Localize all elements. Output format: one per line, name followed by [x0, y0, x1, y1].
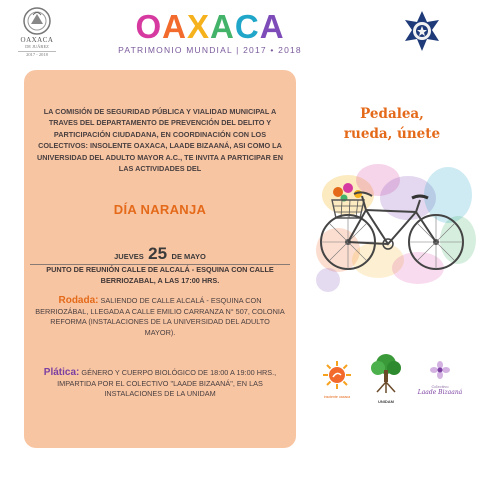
platica-section	[34, 368, 286, 400]
brand-letter: A	[210, 8, 235, 45]
unidam-logo	[368, 352, 404, 404]
logo-city-name: OAXACA	[20, 36, 54, 44]
slogan	[322, 104, 462, 144]
platica-label: Plática:	[43, 367, 80, 378]
laade-caption-1: Colectivo	[431, 385, 449, 389]
brand-letter: A	[259, 8, 285, 45]
flower-icon	[429, 360, 451, 380]
laade-caption-2: Laade Bizaaná	[417, 389, 463, 396]
brand-wordmark	[118, 10, 302, 44]
date-number: 25	[148, 244, 168, 263]
rodada-text: SALIENDO DE CALLE ALCALÁ - ESQUINA CON BERRIOZÁBAL, LLEGADA A CALLE EMILIO CARRANZA N° 507, COLONIA REFORMA (INSTALACIONES DE LA UNIVERSIDAD DEL ADULTO MAYOR).	[35, 296, 285, 337]
laade-bizaana-logo	[412, 360, 468, 396]
oaxaca-city-logo	[8, 6, 66, 58]
logo-city-sub: DE JUÁREZ	[25, 44, 49, 49]
brand-letter: C	[234, 8, 260, 45]
invitation-text: LA COMISIÓN DE SEGURIDAD PÚBLICA Y VIALIDAD MUNICIPAL A TRAVES DEL DEPARTAMENTO DE PREVENCIÓN DEL DELITO Y PARTICIPACIÓN CIUDADANA, EN COORDINACIÓN CON LOS COLECTIVOS: INSOLENTE OAXACA, LAADE BIZAANÁ, ASI COMO LA UNIVERSIDAD DEL ADULTO MAYOR A.C., TE INVITA A PARTICIPAR EN LAS ACTIVIDADES DEL	[36, 107, 284, 174]
brand-letter: X	[186, 8, 210, 45]
rodada-label: Rodada:	[58, 295, 99, 306]
oaxaca-brand-logo	[118, 10, 302, 55]
brand-letter: A	[162, 8, 187, 45]
bicycle-icon	[308, 140, 478, 300]
slogan-line-1: Pedalea,	[360, 106, 424, 122]
platica-text: GÉNERO Y CUERPO BIOLÓGICO DE 18:00 A 19:00 HRS., IMPARTIDA POR EL COLECTIVO "LAADE BIZAANÁ", EN LAS INSTALACIONES DE LA UNIDAM	[57, 368, 277, 399]
brand-letter: O	[135, 8, 163, 45]
date-month: DE MAYO	[171, 252, 206, 261]
event-date	[24, 244, 296, 264]
tree-icon	[369, 352, 403, 394]
rodada-section	[34, 296, 286, 338]
insolente-oaxaca-logo	[318, 360, 356, 399]
police-star-badge-icon	[401, 10, 443, 52]
brand-subtitle: PATRIMONIO MUNDIAL | 2017 • 2018	[118, 45, 302, 55]
sun-caption: insolente oaxaca	[323, 395, 351, 399]
sponsor-logos	[318, 360, 468, 410]
city-emblem-icon	[19, 6, 55, 36]
slogan-line-2: rueda, únete	[343, 126, 441, 142]
sun-icon	[322, 360, 352, 390]
tree-caption: UNIDAM	[378, 399, 394, 404]
meeting-point: PUNTO DE REUNIÓN CALLE DE ALCALÁ - ESQUINA CON CALLE BERRIOZABAL, A LAS 17:00 HRS.	[46, 265, 274, 285]
date-day: JUEVES	[114, 252, 144, 261]
logo-years: 2017 - 2018	[18, 51, 56, 58]
event-title: DÍA NARANJA	[113, 202, 207, 217]
